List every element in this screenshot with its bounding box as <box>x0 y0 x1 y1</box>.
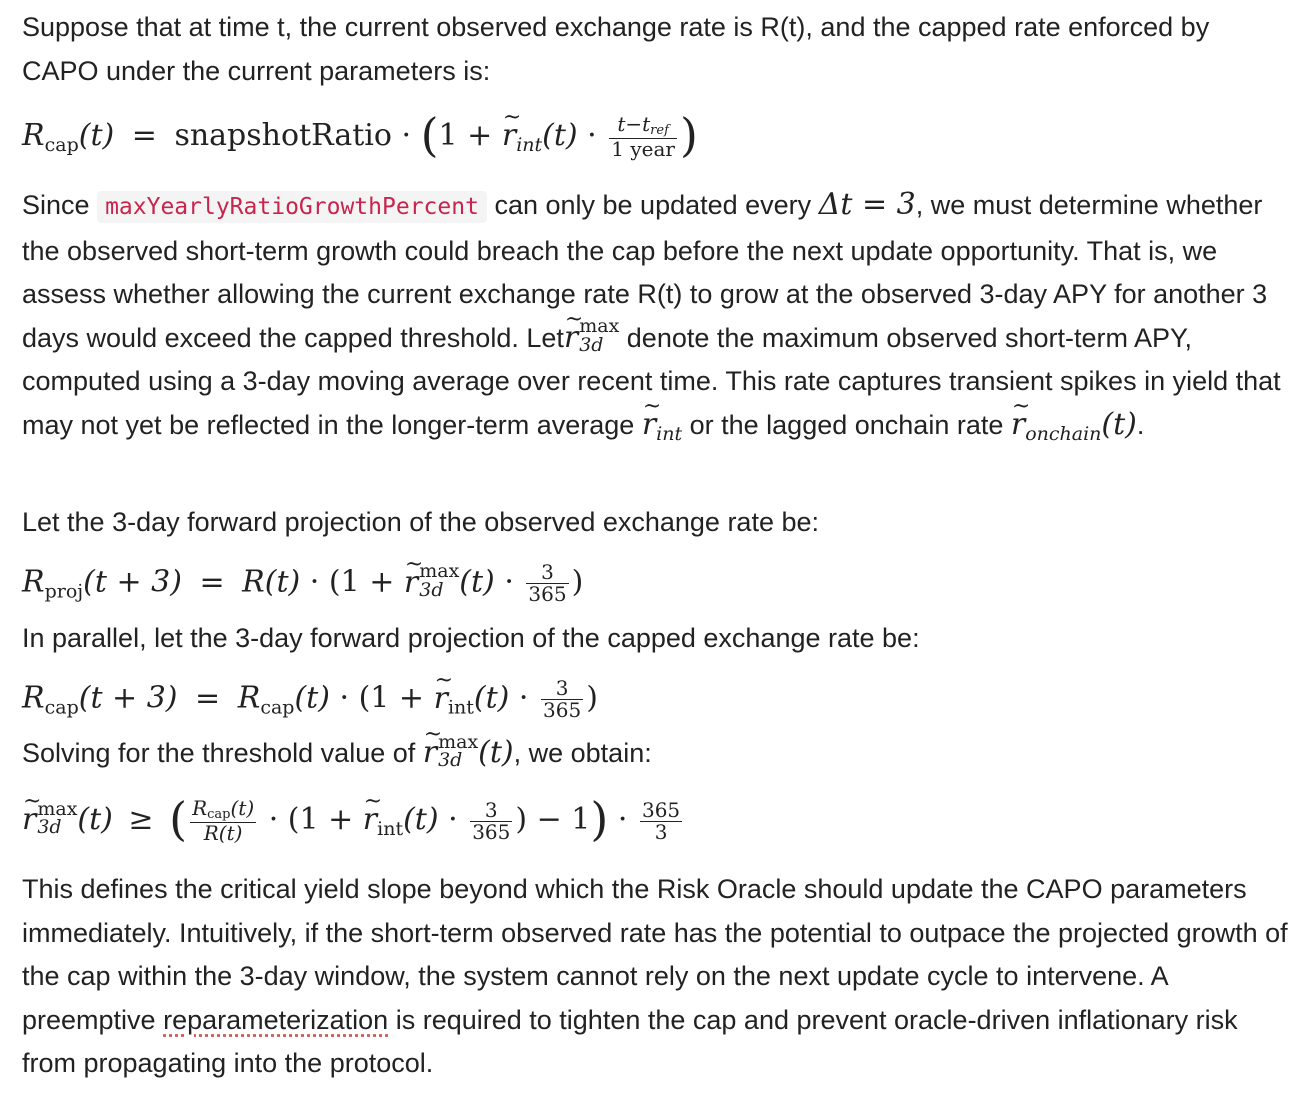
eq1-equals: = <box>131 118 157 153</box>
eq4-frac2-den: 365 <box>472 819 511 844</box>
eq2-inner: (1 + <box>328 564 395 600</box>
eq4-frac3-den: 3 <box>654 819 668 844</box>
eq4-geq: ≥ <box>128 802 154 837</box>
eq1-r-tilde: ~ r <box>502 121 516 151</box>
para6-after: is required to tighten the cap and prevent oracle-driven inflationary risk from propagating into the protocol. <box>22 1004 1238 1078</box>
eq4-frac3-num: 365 <box>641 797 681 822</box>
eq2-arg: (t) <box>459 564 495 600</box>
rint-sub: int <box>656 422 683 445</box>
eq1-close-paren: ) <box>679 108 698 162</box>
para2-rest2: denote the maximum observed short-term APY, computed using a 3-day moving average over recent time. This rate captures transient spikes in yield that may not yet be reflected in the longer-term average <box>22 322 1281 440</box>
eq4-frac1-num-arg: (t) <box>230 796 255 821</box>
eq4-r-sub: int <box>377 818 404 840</box>
eq3-r-sub: int <box>447 696 474 719</box>
delta-t-math: Δt = 3 <box>818 187 916 222</box>
rint-tilde: ~ r <box>642 410 656 440</box>
paragraph-forward-projection-capped: In parallel, let the 3-day forward projection of the capped exchange rate be: <box>22 623 920 653</box>
equation-capped-projection: $R_{cap}(t + 3) = R_{cap}(t) \cdot (1$ + ~ $r_{int}(t)$ · $\frac{3}{365}$ ) <box>22 678 598 721</box>
eq4-frac1-num-sub: cap <box>207 807 231 823</box>
para5-pre: Solving for the threshold value of <box>22 738 423 768</box>
rmax-tilde: ~ r <box>564 323 578 353</box>
eq3-rhs-sub: cap <box>260 696 295 719</box>
eq1-frac-num-sub: ref <box>650 123 669 139</box>
eq1-one-plus: 1 + <box>438 118 493 153</box>
eq4-frac1-den: R(t) <box>203 820 243 845</box>
equation-capped-rate: $R_{cap}(t)$ = snapshotRatio · (1 + ~ $r_{int}(t)$ · $\frac{\text{t−tref}}{\text{1 year}}$ ) <box>22 112 698 160</box>
para5-sub: 3d <box>438 749 463 771</box>
equation-projected-rate: $R_{proj}(t + 3) = R(t) \cdot (1$ + ~ r max 3d (t) · $\frac{3}{365}$ ) <box>22 562 583 605</box>
eq3-frac-den: 365 <box>543 698 582 722</box>
eq1-r-sub: int <box>516 134 543 156</box>
eq4-frac1-num: R <box>192 796 208 821</box>
eq3-lhs-sub: cap <box>44 696 79 719</box>
paragraph-forward-projection-observed: Let the 3-day forward projection of the observed exchange rate be: <box>22 507 820 537</box>
para2-pre: Since <box>22 190 90 220</box>
eq1-frac-num: t−t <box>617 112 651 137</box>
spellcheck-underlined-word[interactable]: reparameterization <box>163 1004 389 1035</box>
eq2-close: ) <box>571 564 584 600</box>
paragraph-update-frequency <box>22 184 1290 447</box>
eq4-lhs-sup: max <box>37 797 78 820</box>
eq2-frac-den: 365 <box>528 582 567 606</box>
eq1-snapshot: snapshotRatio <box>174 118 392 153</box>
equation-threshold: ~ r max 3d (t) ≥ ( $\frac{\text{Rcap(t)}}{R(t)}$ · (1 + ~ $r_{int}(t)$ · $\frac{3}{365}$ ) − 1) · $\frac{365}{3}$ <box>22 796 685 844</box>
para6-before: This defines the critical yield slope beyond which the Risk Oracle should update the CAPO parameters immediately. Intuitively, if the short-term observed rate has the potential to outpace the projected growth of the cap within the 3-day window, the system cannot rely on the next update cycle to intervene. A preemptive <box>22 874 1288 1035</box>
eq1-lhs-arg: (t) <box>78 118 115 153</box>
eq1-lhs-sub: cap <box>44 134 79 156</box>
eq4-arg: (t) <box>403 802 439 837</box>
eq2-lhs-arg: (t + 3) <box>83 564 182 600</box>
para2-mid: can only be updated every <box>494 190 812 220</box>
eq2-sub: 3d <box>419 578 444 601</box>
rmax-sub: 3d <box>579 333 604 356</box>
eq4-lhs-sub: 3d <box>37 816 62 838</box>
rmax-sup: max <box>579 315 620 338</box>
ronchain-arg: (t) <box>1101 406 1137 442</box>
para2-end: . <box>1136 409 1145 440</box>
para2-rest1: , we must determine whether the observed short-term growth could breach the cap before the next update opportunity. That is, we assess whether allowing the current exchange rate R(t) to grow at the observed 3-day APY for another 3 days would exceed the capped threshold. Let <box>22 190 1268 353</box>
paragraph-threshold: Solving for the threshold value of ~ r max 3d (t), we obtain: <box>22 732 1290 776</box>
eq3-close: ) <box>586 680 598 716</box>
para5-sup: max <box>438 730 479 753</box>
eq2-frac-num: 3 <box>526 562 568 584</box>
eq4-minus-one: ) − 1 <box>515 802 591 837</box>
eq1-dot: · <box>401 118 412 153</box>
eq1-fraction <box>609 114 677 160</box>
eq4-frac2-num: 3 <box>470 800 512 822</box>
eq2-lhs-sub: proj <box>44 580 84 603</box>
para5-post: , we obtain: <box>513 738 652 768</box>
eq1-lhs-symbol: R <box>22 118 45 153</box>
eq3-rhs-arg: (t) <box>294 680 330 716</box>
eq3-inner: (1 + <box>358 680 425 716</box>
paragraph-conclusion <box>22 868 1290 1086</box>
eq3-lhs-arg: (t + 3) <box>78 680 178 716</box>
eq1-frac-den: 1 year <box>611 136 675 161</box>
eq2-sup: max <box>419 560 460 583</box>
eq2-rhs-r: R(t) <box>242 564 301 600</box>
ronchain-sub: onchain <box>1025 422 1102 445</box>
eq3-arg: (t) <box>473 680 510 716</box>
eq3-frac-num: 3 <box>541 678 583 700</box>
eq1-open-paren: ( <box>420 108 439 162</box>
para5-arg: (t) <box>478 735 514 770</box>
eq4-lhs-arg: (t) <box>77 802 113 837</box>
eq4-inner: (1 + <box>287 802 354 837</box>
para2-rest3: or the lagged onchain rate <box>682 409 1011 440</box>
ronchain-tilde: ~ r <box>1011 410 1025 440</box>
max-yearly-ratio-growth-code: maxYearlyRatioGrowthPercent <box>97 191 487 223</box>
intro-paragraph: Suppose that at time t, the current observed exchange rate is R(t), and the capped rate enforced by CAPO under the current parameters is: <box>22 12 1210 86</box>
